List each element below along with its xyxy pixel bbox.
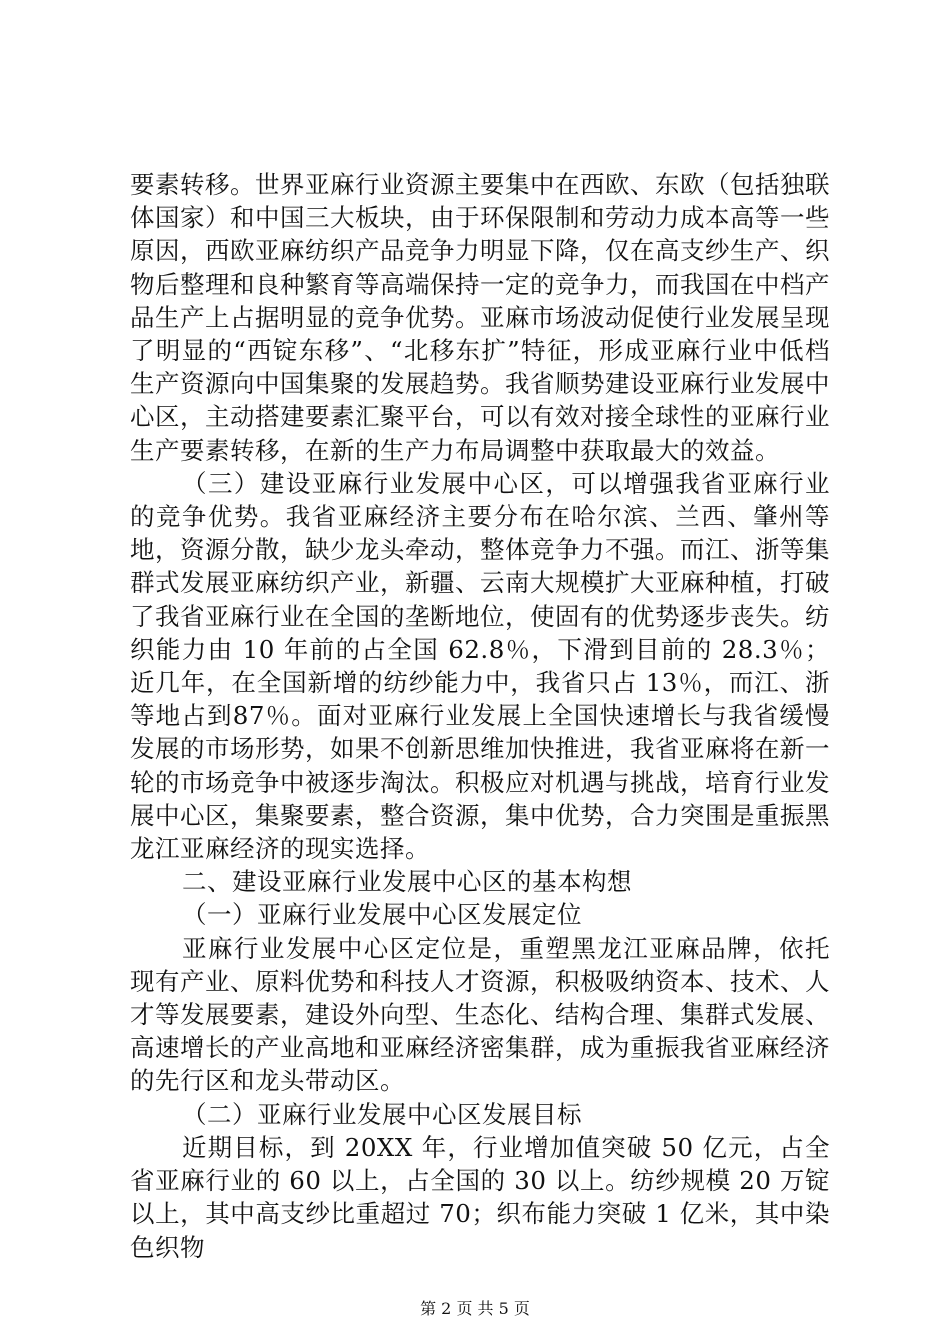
paragraph-positioning: 亚麻行业发展中心区定位是，重塑黑龙江亚麻品牌，依托现有产业、原料优势和科技人才资源，积极吸纳资本、技术、人才等发展要素，建设外向型、生态化、结构合理、集群式发展、高速增长的产业高地和亚麻经济密集群，成为重振我省亚麻经济的先行区和龙头带动区。 [130, 933, 830, 1096]
heading-basic-concept: 二、建设亚麻行业发展中心区的基本构想 [182, 867, 632, 897]
paragraph-goals: 近期目标，到 20XX 年，行业增加值突破 50 亿元，占全省亚麻行业的 60 以上，占全国的 30 以上。纺纱规模 20 万锭以上，其中高支纱比重超过 70；织布能力突破 1 亿米，其中染色织物 [130, 1132, 830, 1262]
subheading-goals: （二）亚麻行业发展中心区发展目标 [182, 1099, 582, 1129]
paragraph-section-three: （三）建设亚麻行业发展中心区，可以增强我省亚麻行业的竞争优势。我省亚麻经济主要分布在哈尔滨、兰西、肇州等地，资源分散，缺少龙头牵动，整体竞争力不强。而江、浙等集群式发展亚麻纺织产业，新疆、云南大规模扩大亚麻种植，打破了我省亚麻行业在全国的垄断地位，使固有的优势逐步丧失。纺织能力由 10 年前的占全国 62.8％，下滑到目前的 28.3％；近几年，在全国新增的纺纱能力中，我省只占 13％，而江、浙等地占到87％。面对亚麻行业发展上全国快速增长与我省缓慢发展的市场形势，如果不创新思维加快推进，我省亚麻将在新一轮的市场竞争中被逐步淘汰。积极应对机遇与挑战，培育行业发展中心区，集聚要素，整合资源，集中优势，合力突围是重振黑龙江亚麻经济的现实选择。 [130, 468, 830, 864]
subheading-positioning: （一）亚麻行业发展中心区发展定位 [182, 900, 582, 930]
paragraph-continuation: 要素转移。世界亚麻行业资源主要集中在西欧、东欧（包括独联体国家）和中国三大板块，由于环保限制和劳动力成本高等一些原因，西欧亚麻纺织产品竞争力明显下降，仅在高支纱生产、织物后整理和良种繁育等高端保持一定的竞争力，而我国在中档产品生产上占据明显的竞争优势。亚麻市场波动促使行业发展呈现了明显的“西锭东移”、“北移东扩”特征，形成亚麻行业中低档生产资源向中国集聚的发展趋势。我省顺势建设亚麻行业发展中心区，主动搭建要素汇聚平台，可以有效对接全球性的亚麻行业生产要素转移，在新的生产力布局调整中获取最大的效益。 [130, 170, 830, 465]
document-body [130, 168, 830, 1264]
page-footer: 第 2 页 共 5 页 [420, 1299, 530, 1318]
